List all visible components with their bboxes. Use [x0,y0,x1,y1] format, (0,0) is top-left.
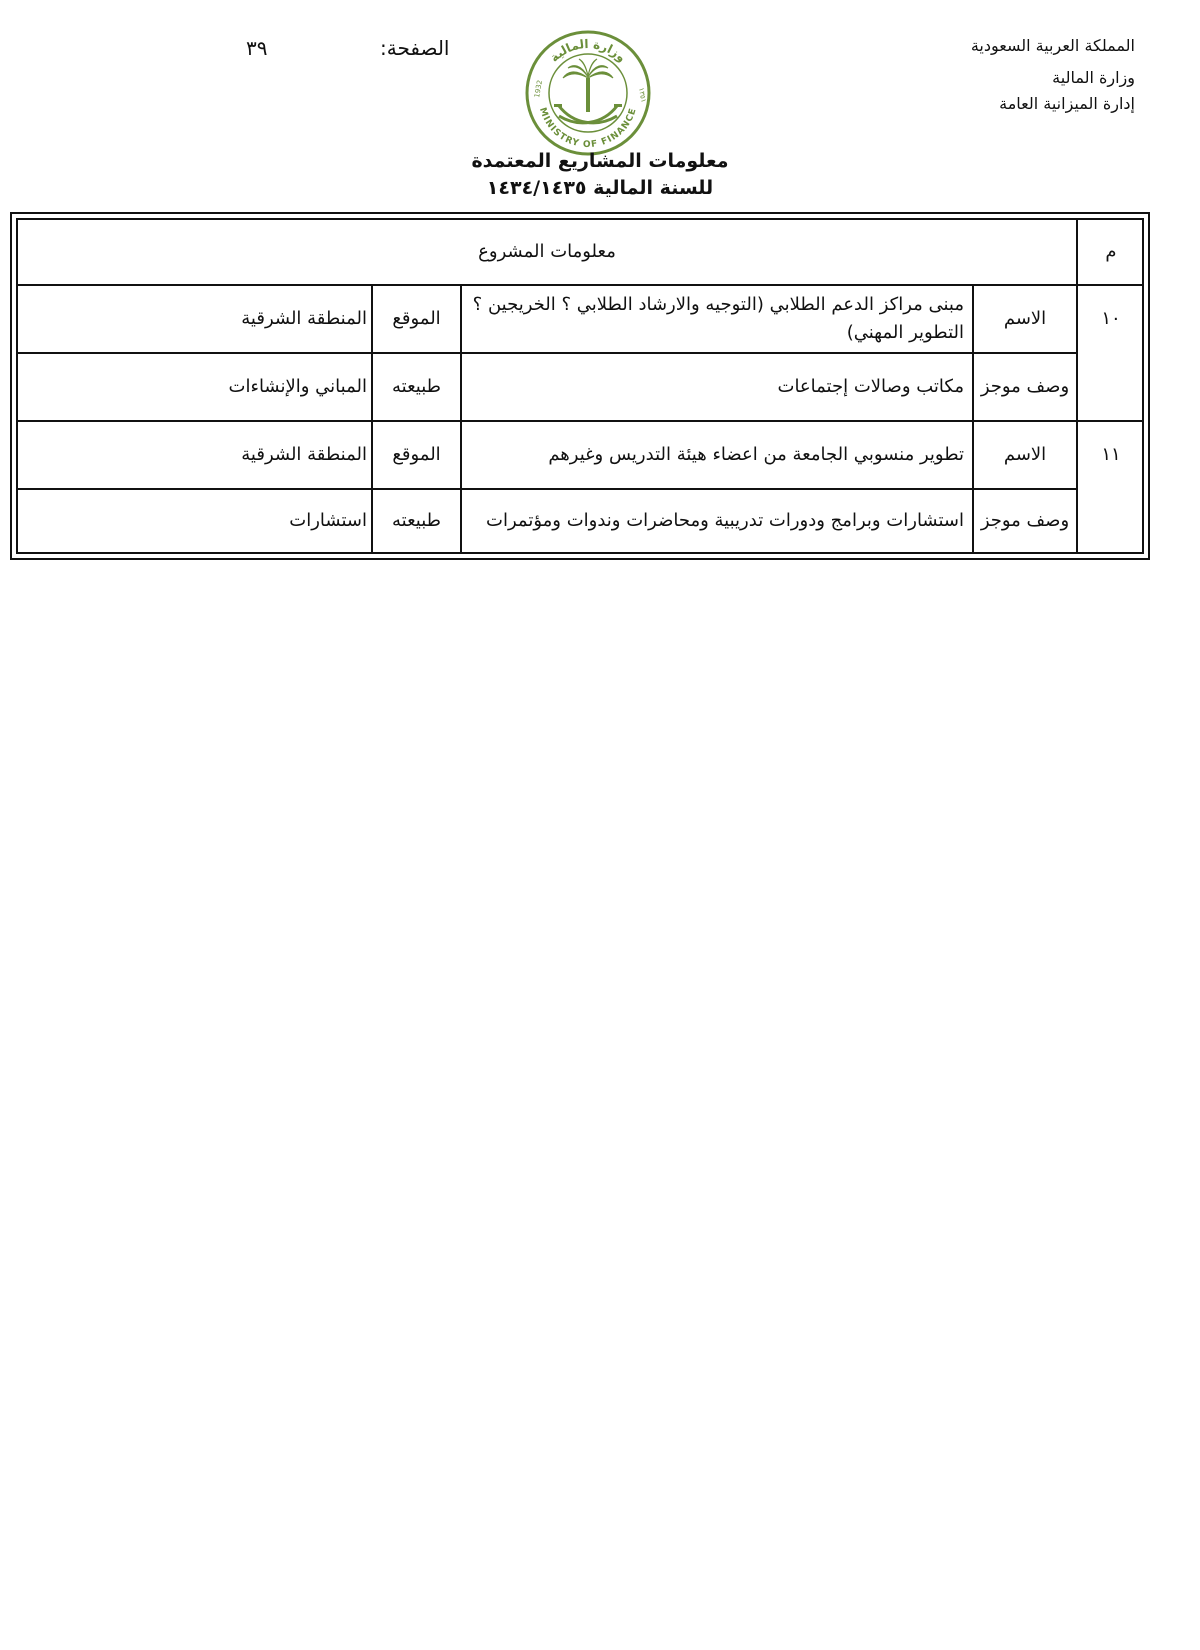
org-line-department: إدارة الميزانية العامة [999,94,1135,113]
page-number: ٣٩ [246,36,268,60]
project-11-nature: استشارات [289,510,367,532]
document-title: معلومات المشاريع المعتمدة [471,150,729,172]
project-11-location: المنطقة الشرقية [241,444,367,466]
ministry-of-finance-seal-icon [523,28,653,158]
project-11-index: ١١ [1101,444,1121,466]
document-subtitle: للسنة المالية ١٤٣٤/١٤٣٥ [486,177,714,199]
project-11-name: تطوير منسوبي الجامعة من اعضاء هيئة التدريس وغيرهم [548,444,964,466]
project-10-location: المنطقة الشرقية [241,308,367,330]
svg-text:MINISTRY OF FINANCE: MINISTRY OF FINANCE [537,106,639,151]
project-11-desc-label: وصف موجز [980,510,1070,532]
project-10-name-label: الاسم [1003,308,1047,330]
column-header-project-info: معلومات المشروع [478,241,616,263]
org-line-ministry: وزارة المالية [1052,68,1135,87]
org-line-kingdom: المملكة العربية السعودية [970,36,1135,55]
project-11-name-label: الاسم [1003,444,1047,466]
project-11-location-label: الموقع [392,444,441,466]
project-10-desc: مكاتب وصالات إجتماعات [777,376,964,398]
svg-text:1932: 1932 [533,79,545,99]
project-10-desc-label: وصف موجز [980,376,1070,398]
project-11-desc: استشارات وبرامج ودورات تدريبية ومحاضرات وندوات ومؤتمرات [486,510,964,532]
project-10-nature-label: طبيعته [392,376,441,398]
project-10-nature: المباني والإنشاءات [228,376,367,398]
page-label: الصفحة: [380,36,450,60]
project-10-index: ١٠ [1101,308,1121,330]
svg-text:١٣٥١: ١٣٥١ [637,86,648,104]
projects-table [10,212,1150,560]
project-11-nature-label: طبيعته [392,510,441,532]
svg-text:وزارة المالية: وزارة المالية [547,36,629,65]
column-header-index: م [1105,241,1117,263]
project-10-name: مبنى مراكز الدعم الطلابي (التوجيه والارشاد الطلابي ؟ الخريجين ؟ التطوير المهني) [472,294,964,343]
project-10-location-label: الموقع [392,308,441,330]
